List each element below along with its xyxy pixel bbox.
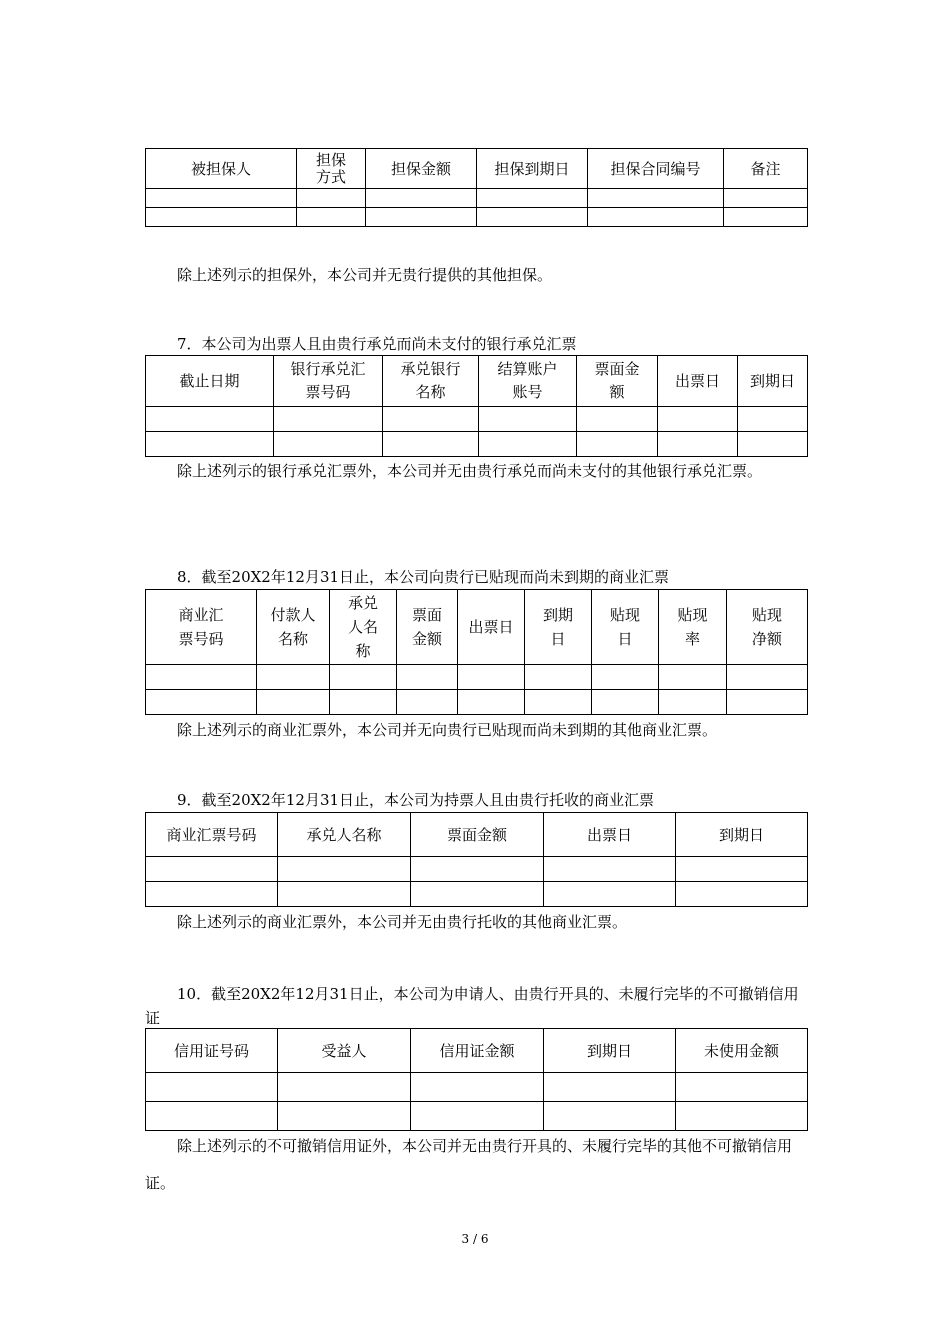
col-header: 被担保人 [146, 149, 297, 189]
col-header: 出票日 [458, 590, 525, 665]
col-header: 贴现率 [659, 590, 727, 665]
section7-note: 除上述列示的银行承兑汇票外，本公司并无由贵行承兑而尚未支付的其他银行承兑汇票。 [177, 462, 763, 480]
col-header: 受益人 [278, 1029, 411, 1073]
section8-title: 8．截至20X2年12月31日止，本公司向贵行已贴现而尚未到期的商业汇票 [177, 568, 670, 586]
col-header: 付款人名称 [257, 590, 330, 665]
guarantee-note: 除上述列示的担保外，本公司并无贵行提供的其他担保。 [177, 266, 553, 284]
table-header-row [146, 813, 808, 857]
col-header: 银行承兑汇票号码 [274, 356, 383, 407]
section10-table [145, 1028, 808, 1131]
table-row [146, 690, 808, 715]
guarantee-table [145, 148, 808, 227]
table-row [146, 208, 808, 227]
table-row [146, 882, 808, 907]
col-header: 未使用金额 [676, 1029, 808, 1073]
section7-table-block [145, 355, 807, 457]
col-header: 贴现日 [592, 590, 659, 665]
col-header: 承兑人名称 [278, 813, 411, 857]
col-header: 担保金额 [366, 149, 477, 189]
table-row [146, 407, 808, 432]
section9-table [145, 812, 808, 907]
section9-note: 除上述列示的商业汇票外，本公司并无由贵行托收的其他商业汇票。 [177, 913, 628, 931]
col-header: 贴现净额 [727, 590, 808, 665]
section7-table [145, 355, 808, 457]
table-row [146, 189, 808, 208]
table-row [146, 1102, 808, 1131]
table-header-row [146, 149, 808, 189]
col-header: 到期日 [676, 813, 808, 857]
col-header: 担保到期日 [477, 149, 588, 189]
col-header: 商业汇票号码 [146, 813, 278, 857]
section9-table-block [145, 812, 807, 907]
col-header: 备注 [724, 149, 808, 189]
table-header-row [146, 1029, 808, 1073]
col-header: 截止日期 [146, 356, 274, 407]
col-header: 承兑人名称 [330, 590, 397, 665]
col-header: 担保合同编号 [588, 149, 724, 189]
section8-table-block [145, 589, 807, 715]
col-header: 到期日 [738, 356, 808, 407]
table-row [146, 1073, 808, 1102]
section8-table [145, 589, 808, 715]
section10-title: 10．截至20X2年12月31日止，本公司为申请人、由贵行开具的、未履行完毕的不可撤销信用证 [145, 985, 799, 1027]
table-header-row [146, 356, 808, 407]
col-header: 出票日 [544, 813, 676, 857]
col-header: 出票日 [658, 356, 738, 407]
col-header: 担保方式 [297, 149, 366, 189]
col-header: 票面金额 [397, 590, 458, 665]
guarantee-table-block [145, 148, 807, 227]
col-header: 商业汇票号码 [146, 590, 257, 665]
col-header: 信用证金额 [411, 1029, 544, 1073]
col-header: 承兑银行名称 [383, 356, 479, 407]
page-number: 3 / 6 [461, 1232, 489, 1246]
col-header: 票面金额 [577, 356, 658, 407]
table-row [146, 665, 808, 690]
col-header: 信用证号码 [146, 1029, 278, 1073]
col-header: 结算账户账号 [479, 356, 577, 407]
section9-title: 9．截至20X2年12月31日止，本公司为持票人且由贵行托收的商业汇票 [177, 791, 655, 809]
col-header: 到期日 [525, 590, 592, 665]
table-row [146, 857, 808, 882]
section10-table-block [145, 1028, 807, 1131]
col-header: 到期日 [544, 1029, 676, 1073]
table-header-row [146, 590, 808, 665]
section8-note: 除上述列示的商业汇票外，本公司并无向贵行已贴现而尚未到期的其他商业汇票。 [177, 721, 718, 739]
section10-note: 除上述列示的不可撤销信用证外，本公司并无由贵行开具的、未履行完毕的其他不可撤销信用证。 [145, 1137, 793, 1192]
col-header: 票面金额 [411, 813, 544, 857]
section7-title: 7．本公司为出票人且由贵行承兑而尚未支付的银行承兑汇票 [177, 335, 577, 353]
